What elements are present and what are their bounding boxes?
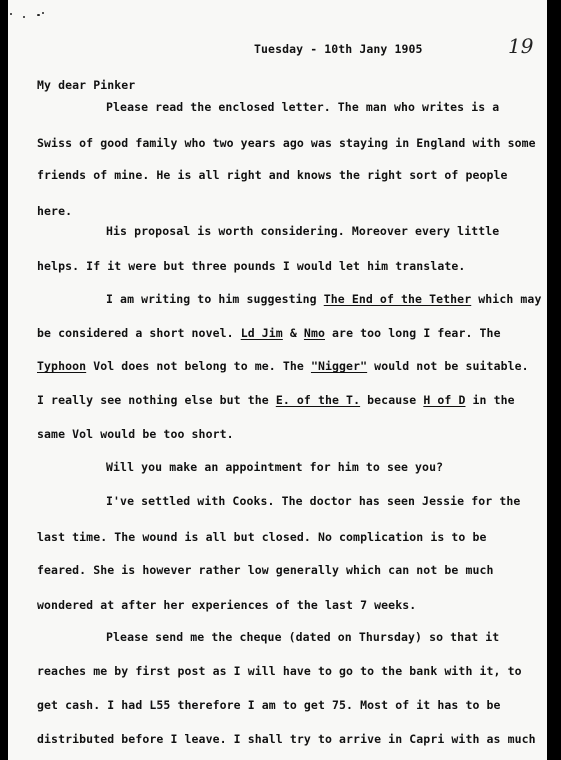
underlined-title: Typhoon xyxy=(37,359,87,373)
ink-speck xyxy=(23,16,25,18)
text-run: I am writing to him suggesting xyxy=(106,292,324,306)
letter-page xyxy=(8,0,547,760)
paragraph-6-line-4: distributed before I leave. I shall try to arrive in Capri with as much xyxy=(37,732,536,746)
paragraph-4-line-1: Will you make an appointment for him to see you? xyxy=(106,460,444,474)
paragraph-1-line-1: Please read the enclosed letter. The man who writes is a xyxy=(106,100,500,114)
paragraph-3-line-2 xyxy=(37,326,501,340)
paragraph-1-line-4: here. xyxy=(37,204,73,218)
underlined-title: "Nigger" xyxy=(310,359,368,373)
underlined-title: E. of the T. xyxy=(275,393,361,407)
paragraph-2-line-1: His proposal is worth considering. Moreover every little xyxy=(106,224,500,238)
text-run: are too long I fear. The xyxy=(325,326,501,340)
text-run: because xyxy=(360,393,424,407)
paragraph-3-line-3 xyxy=(37,359,529,373)
text-run: I really see nothing else but the xyxy=(37,393,276,407)
paragraph-5-line-2: last time. The wound is all but closed. No complication is to be xyxy=(37,530,487,544)
text-run: which may xyxy=(471,292,542,306)
paragraph-6-line-3: get cash. I had L55 therefore I am to get 75. Most of it has to be xyxy=(37,698,501,712)
paragraph-5-line-4: wondered at after her experiences of the last 7 weeks. xyxy=(37,598,417,612)
paragraph-2-line-2: helps. If it were but three pounds I would let him translate. xyxy=(37,259,466,273)
text-run: be considered a short novel. xyxy=(37,326,241,340)
paragraph-6-line-1: Please send me the cheque (dated on Thursday) so that it xyxy=(106,630,500,644)
underlined-title: The End of the Tether xyxy=(323,292,472,306)
text-run: Vol does not belong to me. The xyxy=(86,359,311,373)
ink-speck xyxy=(10,13,12,15)
paragraph-5-line-3: feared. She is however rather low generally which can not be much xyxy=(37,563,494,577)
paragraph-1-line-2: Swiss of good family who two years ago was staying in England with some xyxy=(37,136,536,150)
paragraph-6-line-2: reaches me by first post as I will have to go to the bank with it, to xyxy=(37,664,522,678)
underlined-title: Nmo xyxy=(303,326,325,340)
ink-speck xyxy=(37,14,40,16)
paragraph-3-line-5: same Vol would be too short. xyxy=(37,427,234,441)
scan-edge xyxy=(547,0,561,760)
letter-date: Tuesday - 10th Jany 1905 xyxy=(254,42,423,56)
page-folio-number: 19 xyxy=(508,34,534,58)
paragraph-5-line-1: I've settled with Cooks. The doctor has seen Jessie for the xyxy=(106,494,521,508)
paragraph-1-line-3: friends of mine. He is all right and knows the right sort of people xyxy=(37,168,508,182)
text-run: in the xyxy=(465,393,515,407)
paragraph-3-line-4 xyxy=(37,393,515,407)
paragraph-3-line-1 xyxy=(106,292,541,306)
text-run: would not be suitable. xyxy=(367,359,529,373)
ink-speck xyxy=(42,12,44,14)
text-run: & xyxy=(282,326,304,340)
salutation: My dear Pinker xyxy=(37,78,136,92)
underlined-title: H of D xyxy=(423,393,466,407)
underlined-title: Ld Jim xyxy=(240,326,283,340)
